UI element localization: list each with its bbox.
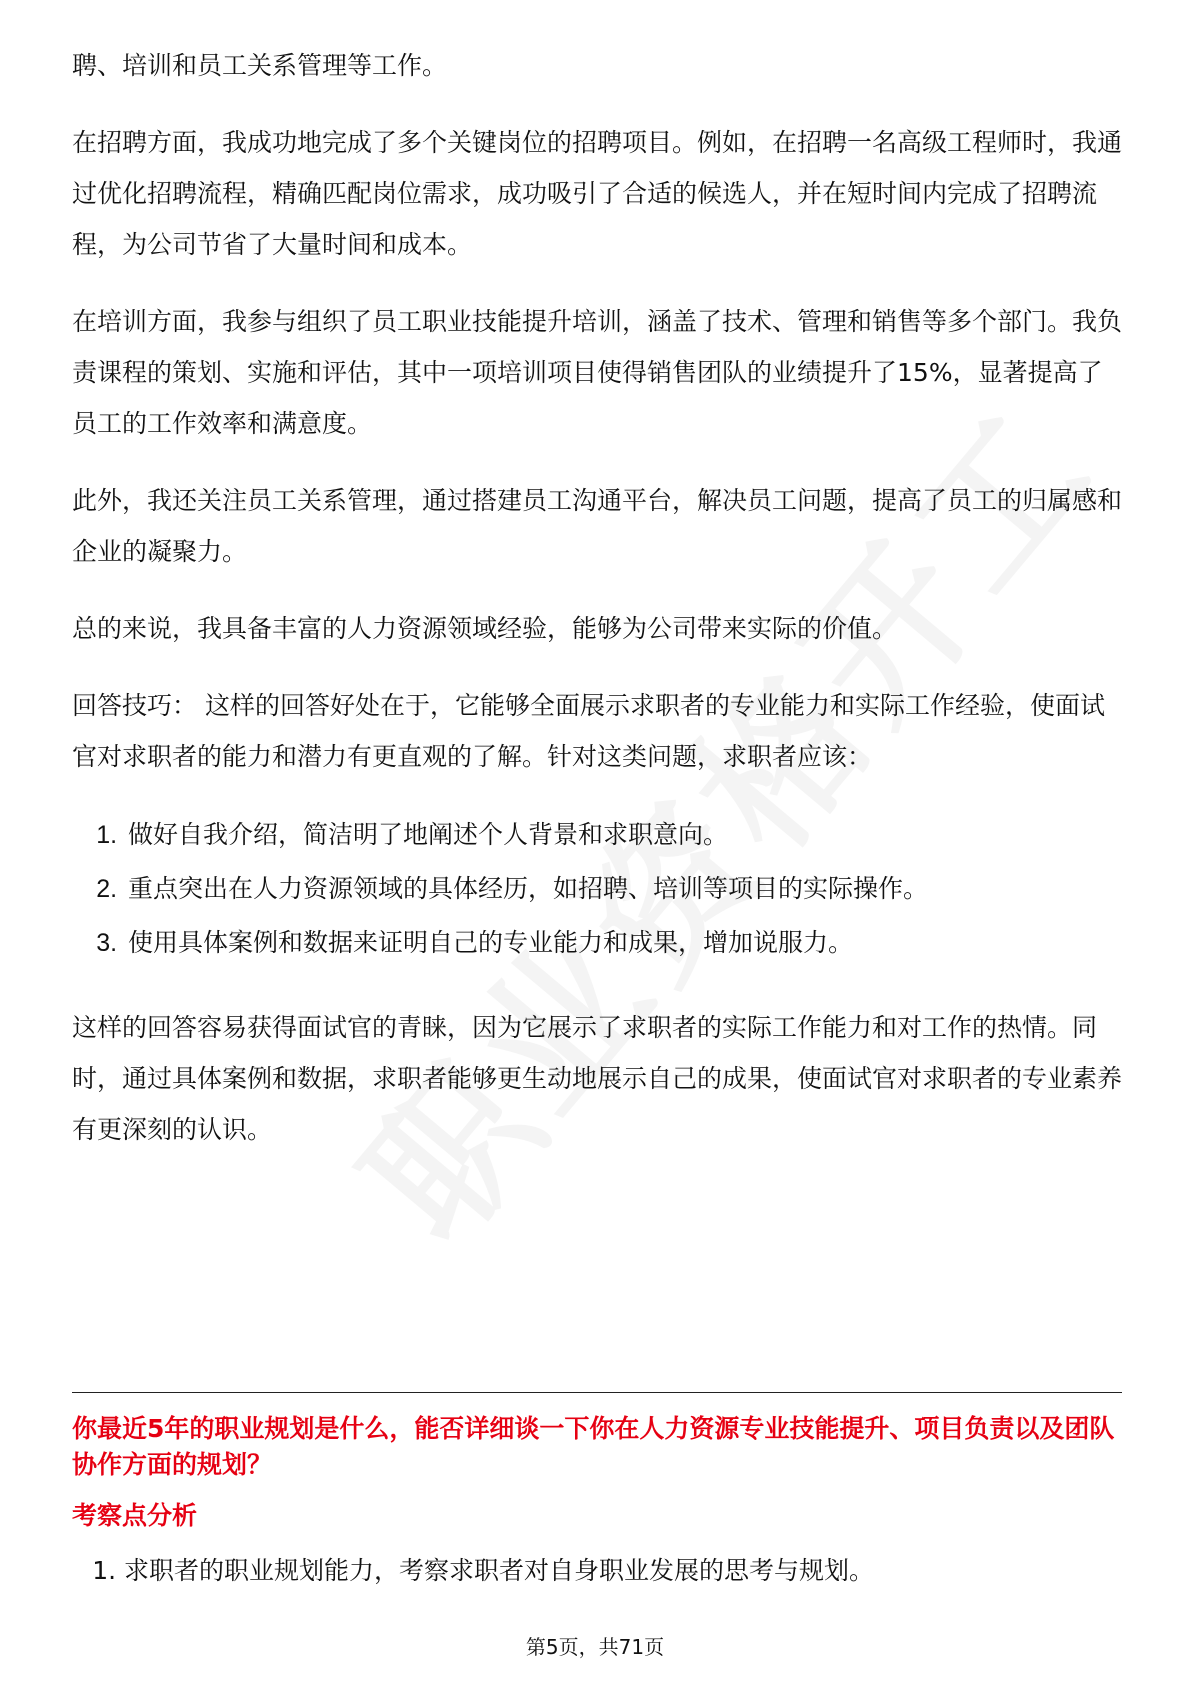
paragraph-continuation: 聘、培训和员工关系管理等工作。 bbox=[72, 51, 448, 80]
paragraph-summary: 总的来说，我具备丰富的人力资源领域经验，能够为公司带来实际的价值。 bbox=[72, 614, 898, 643]
section-divider bbox=[72, 1392, 1122, 1393]
list-item: 1. 求职者的职业规划能力，考察求职者对自身职业发展的思考与规划。 bbox=[124, 1544, 1174, 1598]
question-heading: 你最近5年的职业规划是什么，能否详细谈一下你在人力资源专业技能提升、项目负责以及团队协作方面的规划？ bbox=[72, 1414, 1115, 1479]
paragraph-recruitment: 在招聘方面，我成功地完成了多个关键岗位的招聘项目。例如，在招聘一名高级工程师时，我通过优化招聘流程，精确匹配岗位需求，成功吸引了合适的候选人，并在短时间内完成了招聘流程，为公司节省了大量时间和成本。 bbox=[72, 128, 1123, 259]
analysis-list bbox=[72, 1544, 1174, 1598]
list-item: 3. 使用具体案例和数据来证明自己的专业能力和成果，增加说服力。 bbox=[124, 916, 1122, 970]
paragraph-closing: 这样的回答容易获得面试官的青睐，因为它展示了求职者的实际工作能力和对工作的热情。同时，通过具体案例和数据，求职者能够更生动地展示自己的成果，使面试官对求职者的专业素养有更深刻的认识。 bbox=[72, 1013, 1123, 1144]
list-item: 2. 重点突出在人力资源领域的具体经历，如招聘、培训等项目的实际操作。 bbox=[124, 862, 1122, 916]
list-item: 1. 做好自我介绍，简洁明了地阐述个人背景和求职意向。 bbox=[124, 808, 1122, 862]
analysis-heading: 考察点分析 bbox=[72, 1501, 198, 1530]
paragraph-employee-relations: 此外，我还关注员工关系管理，通过搭建员工沟通平台，解决员工问题，提高了员工的归属感和企业的凝聚力。 bbox=[72, 486, 1123, 566]
paragraph-answer-tips: 回答技巧： 这样的回答好处在于，它能够全面展示求职者的专业能力和实际工作经验，使面试官对求职者的能力和潜力有更直观的了解。针对这类问题，求职者应该： bbox=[72, 691, 1105, 771]
page-number: 第5页，共71页 bbox=[525, 1635, 665, 1659]
tips-list bbox=[72, 808, 1122, 970]
paragraph-training: 在培训方面，我参与组织了员工职业技能提升培训，涵盖了技术、管理和销售等多个部门。我负责课程的策划、实施和评估，其中一项培训项目使得销售团队的业绩提升了15%，显著提高了员工的工作效率和满意度。 bbox=[72, 307, 1123, 438]
answer-body bbox=[72, 40, 1122, 1181]
